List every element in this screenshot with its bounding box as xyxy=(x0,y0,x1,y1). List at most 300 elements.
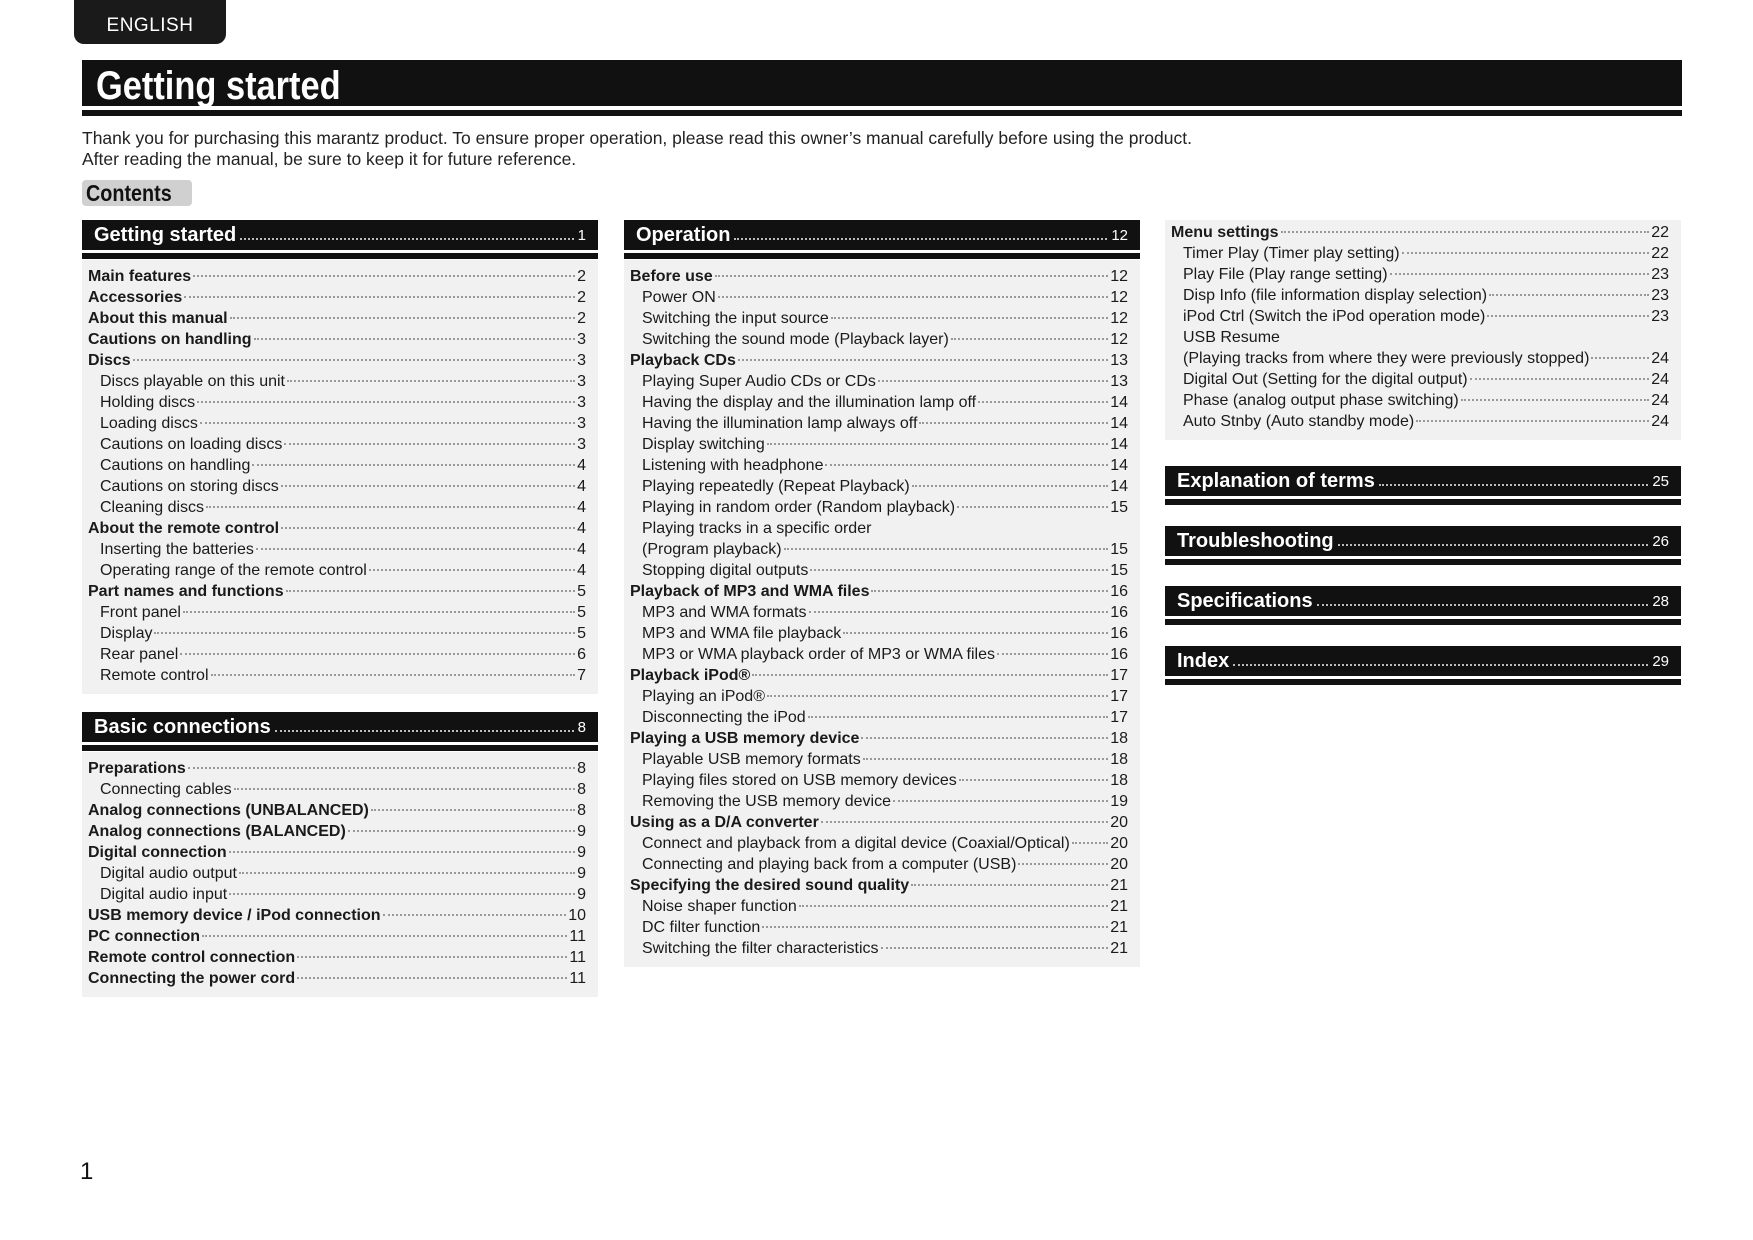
toc-entry-title: MP3 and WMA file playback xyxy=(642,625,842,642)
leader-dots xyxy=(951,338,1108,340)
toc-entry-page: 16 xyxy=(1110,604,1128,621)
toc-entry-title: Operating range of the remote control xyxy=(100,562,367,579)
toc-entry-title: Display switching xyxy=(642,436,765,453)
leader-dots xyxy=(1461,399,1649,401)
toc-entry-page: 11 xyxy=(569,970,586,987)
leader-dots xyxy=(383,914,567,916)
toc-entry-title: USB memory device / iPod connection xyxy=(88,907,381,924)
leader-dots xyxy=(715,275,1109,277)
toc-entry[interactable] xyxy=(88,625,586,646)
toc-entry[interactable] xyxy=(630,898,1128,919)
toc-entry-page: 12 xyxy=(1110,268,1128,285)
toc-entry-page: 6 xyxy=(577,646,586,663)
toc-entry[interactable] xyxy=(630,373,1128,394)
toc-entry-title: Disp Info (file information display selection) xyxy=(1183,287,1488,304)
leader-dots xyxy=(959,779,1108,781)
leader-dots xyxy=(734,238,1107,240)
toc-entry-title: Having the display and the illumination lamp off xyxy=(642,394,977,411)
leader-dots xyxy=(1281,231,1650,233)
toc-entry[interactable] xyxy=(88,949,586,970)
toc-entry[interactable] xyxy=(88,844,586,865)
toc-entry-title: Switching the input source xyxy=(642,310,829,327)
toc-entry-title: Accessories xyxy=(88,289,183,306)
leader-dots xyxy=(767,443,1108,445)
toc-entry-page: 4 xyxy=(577,520,586,537)
leader-dots xyxy=(871,590,1108,592)
toc-entry[interactable] xyxy=(630,436,1128,457)
toc-entry-title: Auto Stnby (Auto standby mode) xyxy=(1183,413,1415,430)
toc-entry-page: 10 xyxy=(568,907,586,924)
toc-entry[interactable] xyxy=(630,835,1128,856)
toc-entry-title: Cautions on handling xyxy=(100,457,251,474)
toc-column-2 xyxy=(624,220,1140,967)
toc-entry[interactable] xyxy=(1171,392,1669,413)
leader-dots xyxy=(252,464,575,466)
toc-entry-title: iPod Ctrl (Switch the iPod operation mode) xyxy=(1183,308,1486,325)
leader-dots xyxy=(1402,252,1650,254)
toc-entry[interactable] xyxy=(630,562,1128,583)
toc-entry[interactable] xyxy=(88,583,586,604)
leader-dots xyxy=(861,737,1108,739)
toc-entry-title: Main features xyxy=(88,268,192,285)
leader-dots xyxy=(183,611,575,613)
toc-entry-page: 18 xyxy=(1110,751,1128,768)
leader-dots xyxy=(767,695,1108,697)
leader-dots xyxy=(799,905,1108,907)
toc-entry-page: 2 xyxy=(577,268,586,285)
toc-entry-title: Removing the USB memory device xyxy=(642,793,891,810)
toc-entry[interactable] xyxy=(630,751,1128,772)
toc-section-operation[interactable] xyxy=(624,220,1140,250)
leader-dots xyxy=(1487,315,1649,317)
toc-entry-page: 23 xyxy=(1651,266,1669,283)
toc-entry-page: 20 xyxy=(1110,814,1128,831)
toc-entry[interactable] xyxy=(88,352,586,373)
leader-dots xyxy=(911,884,1108,886)
leader-dots xyxy=(184,296,575,298)
toc-entry-title: Cautions on loading discs xyxy=(100,436,283,453)
toc-entry-page: 17 xyxy=(1110,667,1128,684)
contents-label-text: Contents xyxy=(86,180,172,206)
toc-entry[interactable] xyxy=(630,730,1128,751)
leader-dots xyxy=(957,506,1108,508)
toc-entry[interactable] xyxy=(630,394,1128,415)
toc-entry-title: Part names and functions xyxy=(88,583,284,600)
toc-entry[interactable] xyxy=(88,604,586,625)
leader-dots xyxy=(230,317,576,319)
toc-entry[interactable] xyxy=(630,604,1128,625)
language-tab[interactable]: ENGLISH xyxy=(74,0,226,44)
toc-entry-title: Disconnecting the iPod xyxy=(642,709,806,726)
leader-dots xyxy=(297,956,567,958)
toc-section-specifications[interactable] xyxy=(1165,586,1681,616)
toc-entry[interactable] xyxy=(630,478,1128,499)
toc-entry-title: PC connection xyxy=(88,928,201,945)
toc-list xyxy=(624,260,1140,967)
toc-entry-page: 18 xyxy=(1110,772,1128,789)
leader-dots xyxy=(1390,273,1650,275)
toc-entry-page: 13 xyxy=(1110,373,1128,390)
toc-entry-title: Switching the filter characteristics xyxy=(642,940,879,957)
toc-entry[interactable] xyxy=(88,310,586,331)
toc-entry-title: Discs playable on this unit xyxy=(100,373,285,390)
leader-dots xyxy=(1591,357,1649,359)
toc-entry-page: 17 xyxy=(1110,709,1128,726)
toc-entry[interactable] xyxy=(88,667,586,688)
toc-entry-title: Digital audio output xyxy=(100,865,237,882)
toc-entry-title: Using as a D/A converter xyxy=(630,814,819,831)
toc-column-3 xyxy=(1165,220,1681,686)
toc-entry[interactable] xyxy=(88,562,586,583)
toc-entry-title: Playing files stored on USB memory devices xyxy=(642,772,957,789)
toc-entry[interactable] xyxy=(88,646,586,667)
toc-entry[interactable] xyxy=(88,436,586,457)
toc-entry-title: Listening with headphone xyxy=(642,457,824,474)
page-number: 1 xyxy=(80,1158,94,1185)
section-page: 8 xyxy=(577,718,586,736)
toc-entry-title: Holding discs xyxy=(100,394,196,411)
toc-entry-title: Playing in random order (Random playback) xyxy=(642,499,956,516)
leader-dots xyxy=(1489,294,1649,296)
toc-entry-page: 3 xyxy=(577,352,586,369)
toc-entry[interactable] xyxy=(1171,350,1669,371)
toc-entry-page: 14 xyxy=(1110,457,1128,474)
leader-dots xyxy=(843,632,1108,634)
toc-entry[interactable] xyxy=(1171,371,1669,392)
leader-dots xyxy=(197,401,575,403)
toc-entry-title: Cautions on storing discs xyxy=(100,478,279,495)
toc-entry-page: 21 xyxy=(1110,898,1128,915)
leader-dots xyxy=(893,800,1108,802)
toc-entry-title: Front panel xyxy=(100,604,181,621)
toc-entry-title: Play File (Play range setting) xyxy=(1183,266,1388,283)
toc-entry-page: 20 xyxy=(1110,856,1128,873)
toc-entry-title: (Program playback) xyxy=(642,541,782,558)
toc-entry[interactable] xyxy=(630,877,1128,898)
section-page: 28 xyxy=(1652,592,1669,610)
leader-dots xyxy=(1317,604,1649,606)
toc-entry-page: 24 xyxy=(1651,392,1669,409)
toc-entry-page: 16 xyxy=(1110,646,1128,663)
toc-entry-title: Connect and playback from a digital device (Coaxial/Optical) xyxy=(642,835,1070,852)
toc-entry-title: Digital Out (Setting for the digital output) xyxy=(1183,371,1468,388)
leader-dots xyxy=(831,317,1108,319)
toc-entry[interactable] xyxy=(630,331,1128,352)
toc-entry-page: 12 xyxy=(1110,331,1128,348)
toc-entry-page: 4 xyxy=(577,562,586,579)
toc-entry-page: 4 xyxy=(577,457,586,474)
toc-entry[interactable] xyxy=(88,907,586,928)
toc-section-basic-connections[interactable] xyxy=(82,712,598,742)
toc-entry[interactable] xyxy=(1171,266,1669,287)
leader-dots xyxy=(738,359,1108,361)
toc-entry[interactable] xyxy=(88,760,586,781)
toc-entry-title: Remote control xyxy=(100,667,209,684)
toc-entry[interactable] xyxy=(630,268,1128,289)
toc-entry-page: 20 xyxy=(1110,835,1128,852)
toc-entry-title: Playing repeatedly (Repeat Playback) xyxy=(642,478,910,495)
leader-dots xyxy=(1338,544,1649,546)
toc-entry-page: 5 xyxy=(577,583,586,600)
toc-entry[interactable] xyxy=(1171,224,1669,245)
section-title: Index xyxy=(1177,649,1230,672)
toc-entry-title: Connecting cables xyxy=(100,781,232,798)
leader-dots xyxy=(825,464,1108,466)
toc-entry-title: Cautions on handling xyxy=(88,331,252,348)
toc-entry-title: Loading discs xyxy=(100,415,198,432)
leader-dots xyxy=(180,653,575,655)
toc-entry[interactable] xyxy=(88,970,586,991)
toc-entry-title: Playing tracks in a specific order xyxy=(642,520,872,537)
leader-dots xyxy=(1379,484,1649,486)
toc-entry[interactable] xyxy=(630,352,1128,373)
leader-dots xyxy=(371,809,575,811)
toc-entry-title: (Playing tracks from where they were previously stopped) xyxy=(1183,350,1590,367)
toc-entry-page: 21 xyxy=(1110,919,1128,936)
toc-section-troubleshooting[interactable] xyxy=(1165,526,1681,556)
intro-text xyxy=(82,128,1582,170)
toc-entry-page: 15 xyxy=(1110,541,1128,558)
toc-entry-page: 14 xyxy=(1110,436,1128,453)
toc-entry-page: 13 xyxy=(1110,352,1128,369)
toc-entry-page: 21 xyxy=(1110,940,1128,957)
toc-entry-page: 9 xyxy=(577,823,586,840)
page-title-bar xyxy=(82,60,1682,110)
toc-list xyxy=(82,260,598,694)
toc-entry-page: 12 xyxy=(1110,310,1128,327)
toc-entry-page: 23 xyxy=(1651,308,1669,325)
toc-entry[interactable] xyxy=(1171,329,1669,350)
leader-dots xyxy=(229,851,575,853)
leader-dots xyxy=(978,401,1108,403)
toc-entry[interactable] xyxy=(88,373,586,394)
toc-entry-page: 15 xyxy=(1110,562,1128,579)
toc-entry-title: Analog connections (BALANCED) xyxy=(88,823,346,840)
toc-entry-page: 17 xyxy=(1110,688,1128,705)
toc-entry-title: Inserting the batteries xyxy=(100,541,254,558)
toc-entry-page: 11 xyxy=(569,928,586,945)
section-title: Specifications xyxy=(1177,589,1313,612)
leader-dots xyxy=(200,422,575,424)
toc-entry-page: 8 xyxy=(577,781,586,798)
toc-entry-page: 14 xyxy=(1110,415,1128,432)
toc-entry-page: 3 xyxy=(577,394,586,411)
leader-dots xyxy=(297,977,567,979)
toc-entry-title: USB Resume xyxy=(1183,329,1280,346)
toc-entry-page: 24 xyxy=(1651,413,1669,430)
toc-entry[interactable] xyxy=(630,772,1128,793)
toc-entry[interactable] xyxy=(88,457,586,478)
toc-entry-title: MP3 or WMA playback order of MP3 or WMA files xyxy=(642,646,995,663)
toc-entry[interactable] xyxy=(88,520,586,541)
toc-entry[interactable] xyxy=(630,541,1128,562)
toc-entry[interactable] xyxy=(88,823,586,844)
toc-entry-title: Playable USB memory formats xyxy=(642,751,861,768)
toc-column-1 xyxy=(82,220,598,997)
leader-dots xyxy=(211,674,576,676)
leader-dots xyxy=(275,730,574,732)
toc-entry[interactable] xyxy=(630,814,1128,835)
toc-entry[interactable] xyxy=(88,478,586,499)
leader-dots xyxy=(1018,863,1108,865)
contents-label xyxy=(82,180,192,206)
toc-entry-title: Having the illumination lamp always off xyxy=(642,415,918,432)
toc-entry[interactable] xyxy=(88,865,586,886)
toc-entry-title: Playing Super Audio CDs or CDs xyxy=(642,373,876,390)
leader-dots xyxy=(239,872,575,874)
toc-entry-title: Playback iPod® xyxy=(630,667,751,684)
section-page: 29 xyxy=(1652,652,1669,670)
toc-entry-title: Display xyxy=(100,625,153,642)
toc-entry[interactable] xyxy=(88,331,586,352)
toc-entry-page: 5 xyxy=(577,625,586,642)
toc-entry[interactable] xyxy=(88,541,586,562)
toc-entry-page: 3 xyxy=(577,373,586,390)
toc-entry-title: Discs xyxy=(88,352,131,369)
leader-dots xyxy=(188,767,575,769)
leader-dots xyxy=(762,926,1108,928)
leader-dots xyxy=(919,422,1108,424)
toc-entry[interactable] xyxy=(630,709,1128,730)
section-title: Basic connections xyxy=(94,715,271,738)
section-title: Getting started xyxy=(94,223,237,246)
toc-entry[interactable] xyxy=(630,919,1128,940)
toc-entry-page: 14 xyxy=(1110,394,1128,411)
leader-dots xyxy=(369,569,575,571)
leader-dots xyxy=(281,527,575,529)
toc-entry-page: 7 xyxy=(577,667,586,684)
toc-entry[interactable] xyxy=(630,646,1128,667)
toc-entry-title: Rear panel xyxy=(100,646,179,663)
toc-entry-page: 5 xyxy=(577,604,586,621)
section-title: Operation xyxy=(636,223,731,246)
leader-dots xyxy=(752,674,1108,676)
toc-entry[interactable] xyxy=(630,520,1128,541)
toc-entry-page: 16 xyxy=(1110,625,1128,642)
toc-entry-title: Playing a USB memory device xyxy=(630,730,860,747)
toc-entry-page: 24 xyxy=(1651,371,1669,388)
toc-entry-title: Connecting the power cord xyxy=(88,970,296,987)
toc-entry-title: Analog connections (UNBALANCED) xyxy=(88,802,369,819)
section-page: 1 xyxy=(577,226,586,244)
toc-entry-page: 9 xyxy=(577,886,586,903)
leader-dots xyxy=(256,548,575,550)
toc-entry-title: Menu settings xyxy=(1171,224,1279,241)
toc-entry-title: Stopping digital outputs xyxy=(642,562,809,579)
toc-entry-page: 21 xyxy=(1110,877,1128,894)
leader-dots xyxy=(784,548,1109,550)
toc-section-explanation-of-terms[interactable] xyxy=(1165,466,1681,496)
toc-entry[interactable] xyxy=(630,856,1128,877)
toc-entry-title: Playing an iPod® xyxy=(642,688,765,705)
section-page: 26 xyxy=(1652,532,1669,550)
toc-entry-title: Noise shaper function xyxy=(642,898,797,915)
toc-entry[interactable] xyxy=(1171,413,1669,434)
toc-entry-page: 16 xyxy=(1110,583,1128,600)
toc-entry-title: DC filter function xyxy=(642,919,761,936)
leader-dots xyxy=(287,380,575,382)
leader-dots xyxy=(240,238,573,240)
toc-entry[interactable] xyxy=(88,289,586,310)
page-title: Getting started xyxy=(96,64,341,108)
toc-section-getting-started[interactable] xyxy=(82,220,598,250)
toc-entry[interactable] xyxy=(88,268,586,289)
leader-dots xyxy=(1470,378,1650,380)
leader-dots xyxy=(193,275,575,277)
toc-entry[interactable] xyxy=(630,667,1128,688)
toc-entry-title: Power ON xyxy=(642,289,716,306)
toc-entry-title: About this manual xyxy=(88,310,228,327)
leader-dots xyxy=(234,788,575,790)
toc-entry-page: 9 xyxy=(577,844,586,861)
toc-entry-page: 4 xyxy=(577,478,586,495)
leader-dots xyxy=(809,611,1109,613)
toc-entry[interactable] xyxy=(630,310,1128,331)
section-title: Explanation of terms xyxy=(1177,469,1375,492)
toc-entry-page: 19 xyxy=(1110,793,1128,810)
leader-dots xyxy=(912,485,1109,487)
leader-dots xyxy=(1416,420,1649,422)
toc-entry[interactable] xyxy=(88,781,586,802)
toc-entry[interactable] xyxy=(630,625,1128,646)
toc-entry-page: 2 xyxy=(577,310,586,327)
toc-entry[interactable] xyxy=(1171,308,1669,329)
leader-dots xyxy=(348,830,575,832)
intro-line-1: Thank you for purchasing this marantz product. To ensure proper operation, please read this owner’s manual carefully before using the product. xyxy=(82,128,1192,148)
toc-entry[interactable] xyxy=(630,289,1128,310)
toc-entry-title: Connecting and playing back from a computer (USB) xyxy=(642,856,1017,873)
toc-entry-page: 9 xyxy=(577,865,586,882)
toc-entry[interactable] xyxy=(630,793,1128,814)
leader-dots xyxy=(863,758,1108,760)
toc-entry-page: 15 xyxy=(1110,499,1128,516)
toc-entry[interactable] xyxy=(88,928,586,949)
leader-dots xyxy=(1072,842,1108,844)
leader-dots xyxy=(808,716,1109,718)
toc-entry[interactable] xyxy=(88,415,586,436)
toc-entry[interactable] xyxy=(88,886,586,907)
toc-entry-page: 4 xyxy=(577,541,586,558)
toc-entry-title: Preparations xyxy=(88,760,186,777)
toc-entry-page: 8 xyxy=(577,802,586,819)
toc-entry[interactable] xyxy=(1171,287,1669,308)
toc-entry[interactable] xyxy=(630,940,1128,961)
toc-entry-page: 22 xyxy=(1651,224,1669,241)
toc-entry-page: 18 xyxy=(1110,730,1128,747)
toc-entry[interactable] xyxy=(630,457,1128,478)
leader-dots xyxy=(229,893,575,895)
intro-line-2: After reading the manual, be sure to keep it for future reference. xyxy=(82,149,577,169)
toc-entry-page: 24 xyxy=(1651,350,1669,367)
toc-entry-page: 4 xyxy=(577,499,586,516)
toc-entry-title: Playback of MP3 and WMA files xyxy=(630,583,870,600)
leader-dots xyxy=(284,443,575,445)
toc-entry[interactable] xyxy=(88,802,586,823)
toc-entry[interactable] xyxy=(88,394,586,415)
toc-entry-title: Timer Play (Timer play setting) xyxy=(1183,245,1400,262)
toc-entry[interactable] xyxy=(88,499,586,520)
toc-section-index[interactable] xyxy=(1165,646,1681,676)
toc-entry[interactable] xyxy=(630,583,1128,604)
toc-entry[interactable] xyxy=(630,499,1128,520)
leader-dots xyxy=(133,359,575,361)
toc-entry[interactable] xyxy=(1171,245,1669,266)
section-page: 12 xyxy=(1111,226,1128,244)
toc-entry[interactable] xyxy=(630,415,1128,436)
toc-entry-page: 3 xyxy=(577,331,586,348)
toc-list xyxy=(82,752,598,997)
toc-entry[interactable] xyxy=(630,688,1128,709)
